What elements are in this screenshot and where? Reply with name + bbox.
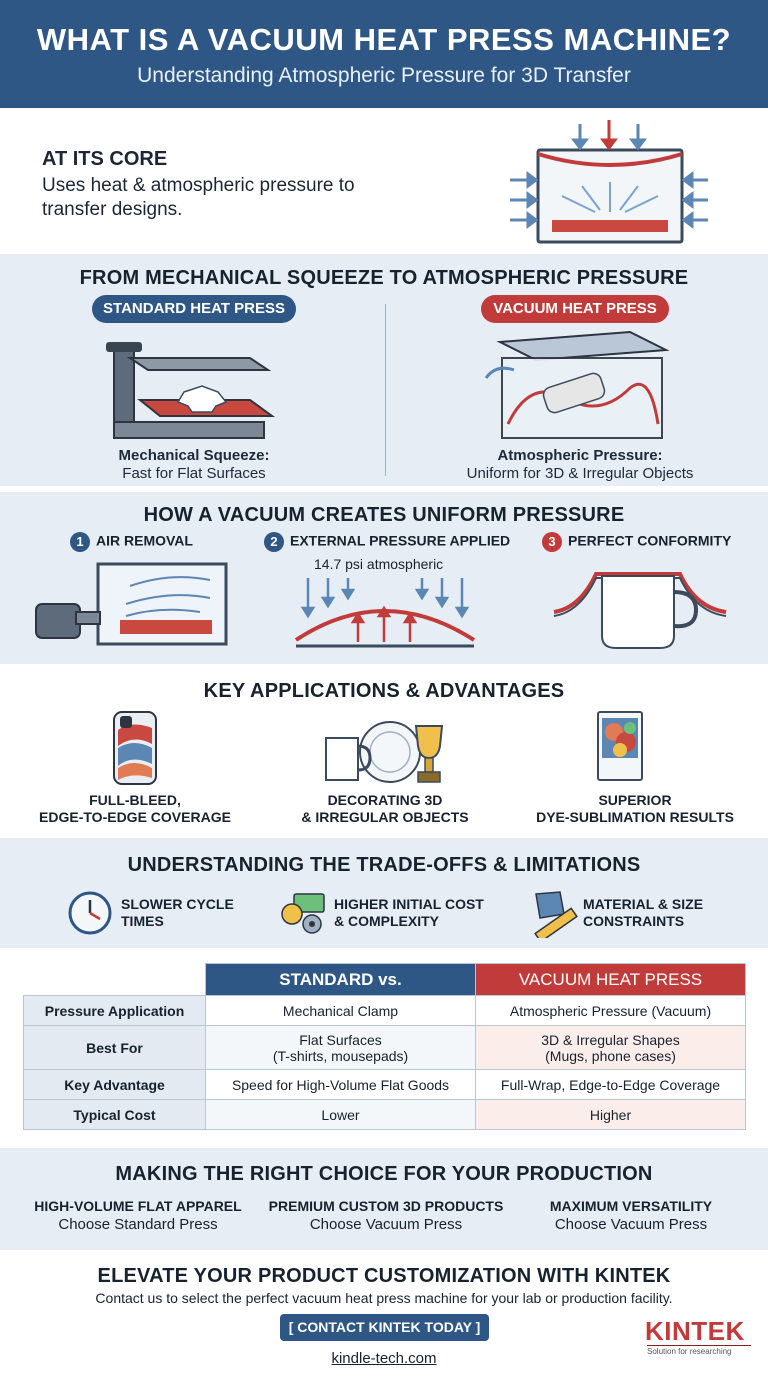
ruler-material-icon (530, 888, 578, 938)
tradeoff-caption (334, 896, 484, 930)
choice-text: Choose Vacuum Press (554, 1216, 708, 1233)
standard-cell: Lower (206, 1100, 476, 1130)
page-subtitle: Understanding Atmospheric Pressure for 3D Transfer (137, 64, 631, 87)
vacuum-chamber-icon (500, 116, 715, 246)
application-caption (530, 792, 740, 826)
table-header-standard: STANDARD vs. (206, 964, 476, 996)
tradeoffs-title: UNDERSTANDING THE TRADE-OFFS & LIMITATIONS (127, 854, 641, 876)
application-caption (280, 792, 490, 826)
application-line: & IRREGULAR OBJECTS (301, 809, 469, 825)
cell-line: (Mugs, phone cases) (545, 1047, 676, 1064)
steps-title: HOW A VACUUM CREATES UNIFORM PRESSURE (143, 504, 625, 526)
footer-cta-section (0, 1250, 768, 1376)
choice-heading: MAXIMUM VERSATILITY (549, 1198, 713, 1214)
mug-conformity-icon (550, 554, 730, 654)
vacuum-caption-bold: Atmospheric Pressure: (497, 447, 663, 464)
table-row (24, 1070, 746, 1100)
row-label: Pressure Application (24, 996, 206, 1026)
application-line: FULL-BLEED, (89, 792, 181, 808)
comparison-table-section (0, 948, 768, 1148)
standard-press-label: STANDARD HEAT PRESS (92, 295, 296, 323)
step-number: 2 (264, 532, 284, 552)
tradeoff-caption (121, 896, 234, 930)
step-label: AIR REMOVAL (96, 532, 193, 549)
row-label: Best For (24, 1026, 206, 1070)
choice-heading: PREMIUM CUSTOM 3D PRODUCTS (268, 1198, 504, 1214)
standard-cell: Speed for High-Volume Flat Goods (206, 1070, 476, 1100)
logo-slogan: Solution for researching (647, 1345, 751, 1356)
vacuum-press-label: VACUUM HEAT PRESS (481, 295, 669, 323)
cost-gears-icon (280, 890, 328, 936)
core-heading: AT ITS CORE (42, 148, 168, 170)
comparison-title: FROM MECHANICAL SQUEEZE TO ATMOSPHERIC PRESSURE (79, 267, 689, 289)
tradeoff-caption (583, 896, 703, 930)
header-banner (0, 0, 768, 108)
sublimation-print-icon (596, 710, 644, 782)
choice-heading: HIGH-VOLUME FLAT APPAREL (34, 1198, 242, 1214)
row-label: Key Advantage (24, 1070, 206, 1100)
step-air-removal (70, 532, 193, 552)
table-row (24, 1026, 746, 1070)
core-section (0, 108, 768, 254)
vacuum-heat-press-icon (480, 328, 680, 444)
mug-plate-trophy-icon (322, 718, 446, 788)
step-external-pressure (264, 532, 510, 552)
step-label: PERFECT CONFORMITY (568, 532, 732, 549)
tradeoff-line: SLOWER CYCLE (121, 896, 234, 912)
vacuum-cell: Higher (476, 1100, 746, 1130)
step-label: EXTERNAL PRESSURE APPLIED (290, 532, 511, 549)
air-removal-icon (30, 558, 230, 658)
vacuum-cell (476, 1026, 746, 1070)
kintek-logo: KINTEK (645, 1316, 745, 1346)
tradeoffs-section (0, 838, 768, 948)
applications-title: KEY APPLICATIONS & ADVANTAGES (203, 680, 565, 702)
footer-text: Contact us to select the perfect vacuum heat press machine for your lab or production facility. (95, 1290, 673, 1306)
choice-text: Choose Vacuum Press (309, 1216, 463, 1233)
choice-title: MAKING THE RIGHT CHOICE FOR YOUR PRODUCTION (115, 1163, 653, 1185)
cell-line: (T-shirts, mousepads) (272, 1047, 409, 1064)
tradeoff-line: CONSTRAINTS (583, 913, 685, 929)
pressure-note: 14.7 psi atmospheric (314, 556, 444, 572)
vacuum-cell: Atmospheric Pressure (Vacuum) (476, 996, 746, 1026)
application-line: SUPERIOR (598, 792, 672, 808)
choice-section (0, 1148, 768, 1250)
tradeoff-line: MATERIAL & SIZE (583, 896, 704, 912)
table-row (24, 1100, 746, 1130)
applications-section (0, 664, 768, 838)
website-link[interactable]: kindle-tech.com (331, 1350, 437, 1367)
table-row (24, 996, 746, 1026)
step-number: 3 (542, 532, 562, 552)
standard-cell (206, 1026, 476, 1070)
table-corner (24, 964, 206, 996)
vacuum-steps-section (0, 492, 768, 664)
page-title: WHAT IS A VACUUM HEAT PRESS MACHINE? (36, 22, 732, 57)
phone-case-icon (112, 710, 158, 786)
core-text: Uses heat & atmospheric pressure to transfer designs. (42, 175, 355, 220)
footer-title: ELEVATE YOUR PRODUCT CUSTOMIZATION WITH KINTEK (97, 1265, 671, 1287)
external-pressure-icon (292, 576, 478, 656)
row-label: Typical Cost (24, 1100, 206, 1130)
standard-cell: Mechanical Clamp (206, 996, 476, 1026)
tradeoff-line: & COMPLEXITY (334, 913, 440, 929)
standard-heat-press-icon (100, 328, 290, 444)
choice-text: Choose Standard Press (58, 1216, 218, 1233)
cell-line: Flat Surfaces (299, 1031, 382, 1048)
standard-caption-bold: Mechanical Squeeze: (118, 447, 270, 464)
comparison-table (23, 963, 746, 1130)
application-line: DYE-SUBLIMATION RESULTS (536, 809, 734, 825)
vacuum-caption: Uniform for 3D & Irregular Objects (466, 465, 694, 482)
cell-line: 3D & Irregular Shapes (541, 1031, 680, 1048)
application-caption (30, 792, 240, 826)
application-line: DECORATING 3D (327, 792, 443, 808)
comparison-section (0, 254, 768, 486)
tradeoff-line: TIMES (121, 913, 164, 929)
clock-icon (67, 890, 113, 936)
divider (385, 304, 386, 476)
step-number: 1 (70, 532, 90, 552)
standard-caption: Fast for Flat Surfaces (122, 465, 266, 482)
tradeoff-line: HIGHER INITIAL COST (334, 896, 484, 912)
step-perfect-conformity (542, 532, 731, 552)
application-line: EDGE-TO-EDGE COVERAGE (39, 809, 231, 825)
vacuum-cell: Full-Wrap, Edge-to-Edge Coverage (476, 1070, 746, 1100)
table-header-vacuum: VACUUM HEAT PRESS (476, 964, 746, 996)
contact-kintek-button[interactable]: [ CONTACT KINTEK TODAY ] (280, 1314, 489, 1341)
